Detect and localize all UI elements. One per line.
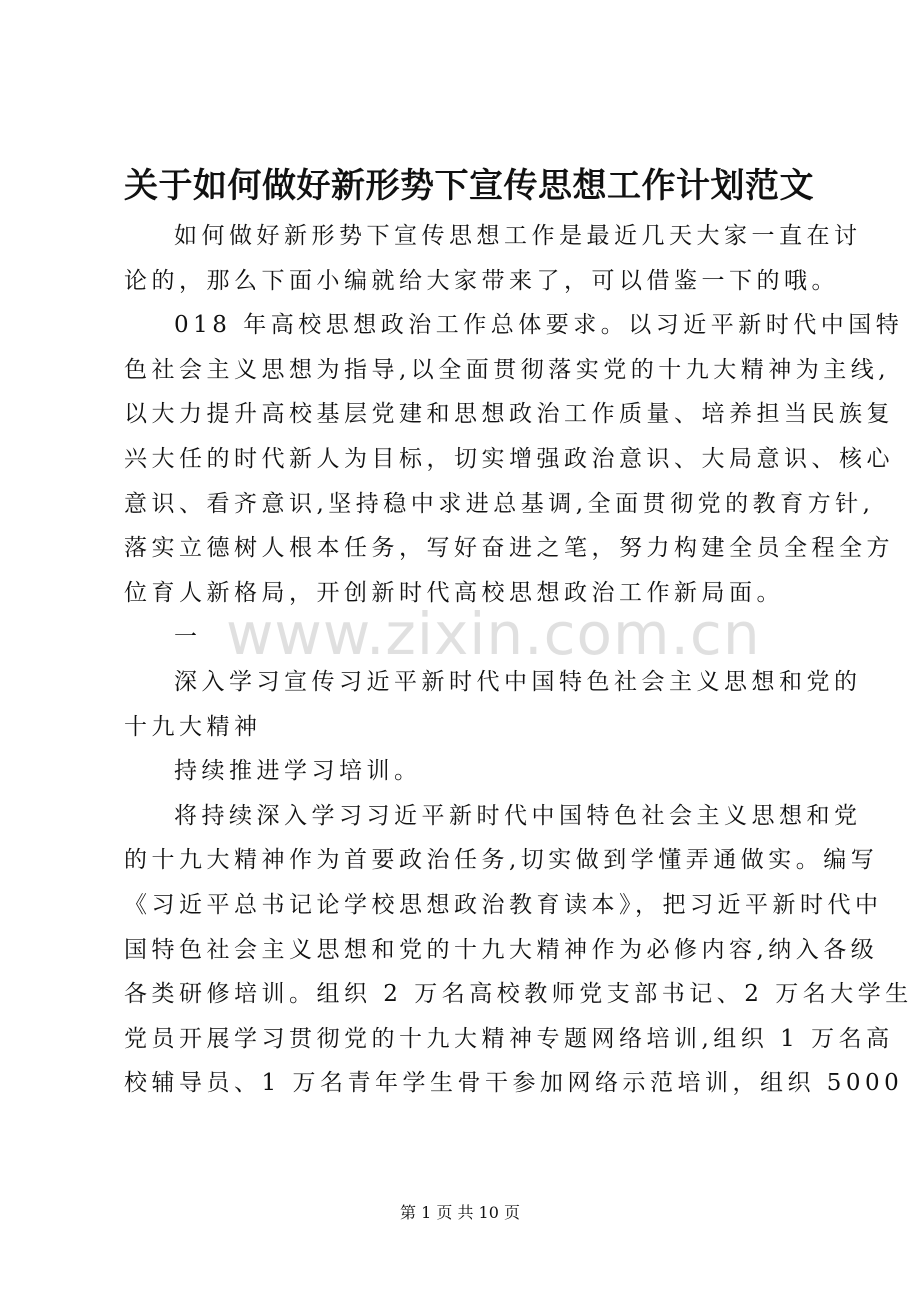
paragraph-line: 国特色社会主义思想和党的十九大精神作为必修内容,纳入各级: [124, 936, 879, 963]
paragraph-line: 以大力提升高校基层党建和思想政治工作质量、培养担当民族复: [124, 401, 894, 428]
paragraph-line: 将持续深入学习习近平新时代中国特色社会主义思想和党: [174, 802, 862, 829]
document-body: [124, 214, 913, 1106]
paragraph-line: 意识、看齐意识,坚持稳中求进总基调,全面贯彻党的教育方针,: [124, 490, 875, 517]
paragraph-line: 持续推进学习培训。: [174, 758, 422, 785]
paragraph-requirements: [124, 303, 904, 615]
paragraph-line: 色社会主义思想为指导,以全面贯彻落实党的十九大精神为主线,: [124, 356, 891, 383]
paragraph-intro: [124, 214, 862, 303]
paragraph-line: 深入学习宣传习近平新时代中国特色社会主义思想和党的: [174, 668, 862, 695]
watermark: www.zixin.com.cn: [226, 600, 761, 668]
paragraph-line: 论的，那么下面小编就给大家带来了，可以借鉴一下的哦。: [124, 267, 839, 294]
paragraph-line: 一: [174, 624, 202, 651]
paragraph-line: 落实立德树人根本任务，写好奋进之笔，努力构建全员全程全方: [124, 535, 894, 562]
paragraph-line: 《习近平总书记论学校思想政治教育读本》，把习近平新时代中: [124, 891, 883, 918]
paragraph-line: 位育人新格局，开创新时代高校思想政治工作新局面。: [124, 579, 784, 606]
section-heading: [124, 660, 862, 749]
subsection-heading: [124, 749, 809, 794]
paragraph-line: 十九大精神: [124, 713, 262, 740]
paragraph-line: 如何做好新形势下宣传思想工作是最近几天大家一直在讨: [174, 223, 862, 249]
paragraph-line: 的十九大精神作为首要政治任务,切实做到学懂弄通做实。编写: [124, 847, 879, 874]
paragraph-line: 校辅导员、1 万名青年学生骨干参加网络示范培训，组织 5000: [124, 1070, 904, 1097]
paragraph-training: [124, 794, 913, 1106]
paragraph-line: 各类研修培训。组织 2 万名高校教师党支部书记、2 万名大学生: [124, 981, 913, 1008]
section-number: [124, 615, 809, 660]
paragraph-line: 党员开展学习贯彻党的十九大精神专题网络培训,组织 1 万名高: [124, 1025, 894, 1052]
document-title: 关于如何做好新形势下宣传思想工作计划范文: [124, 166, 814, 206]
paragraph-line: 兴大任的时代新人为目标，切实增强政治意识、大局意识、核心: [124, 445, 894, 472]
page-footer: 第 1 页 共 10 页: [400, 1203, 520, 1222]
paragraph-line: 018 年高校思想政治工作总体要求。以习近平新时代中国特: [174, 312, 904, 339]
